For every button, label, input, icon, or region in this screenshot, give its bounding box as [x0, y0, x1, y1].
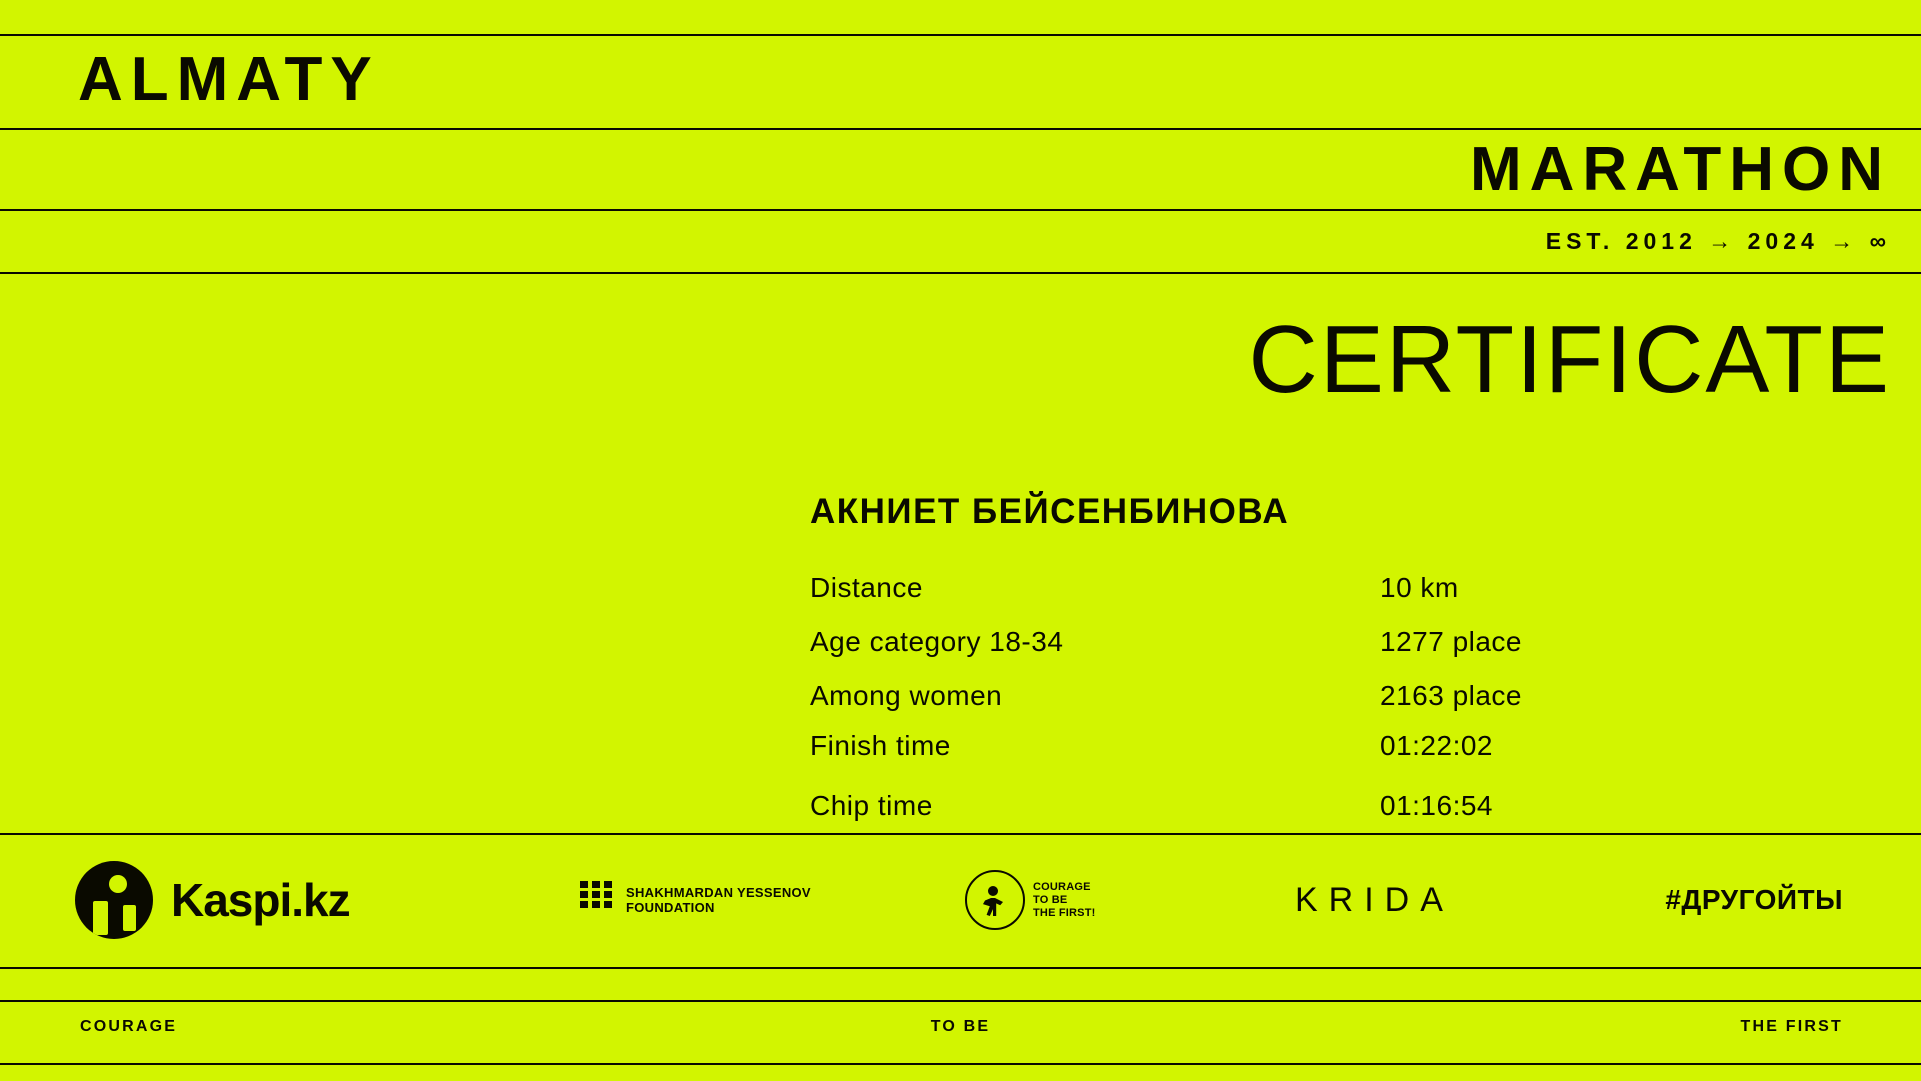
results-table [810, 572, 1810, 844]
sponsor-strip [0, 833, 1921, 967]
result-value: 2163 place [1380, 680, 1523, 711]
bottom-slogan [0, 1018, 1921, 1048]
established-line: EST. 2012 → 2024 → ∞ [1545, 228, 1891, 254]
rule-under-established [0, 272, 1921, 274]
result-label: Among women [810, 680, 1003, 711]
sponsor-yessenov-line1: SHAKHMARDAN YESSENOV [626, 885, 811, 900]
sponsor-courage-fund [965, 870, 1096, 930]
sponsor-kaspi [75, 861, 350, 939]
slogan-right: THE FIRST [1740, 1018, 1843, 1035]
rule-under-marathon [0, 209, 1921, 211]
result-value: 01:22:02 [1380, 730, 1493, 761]
sponsor-kaspi-label: Kaspi.kz [171, 874, 350, 926]
table-row [810, 730, 1810, 762]
result-value: 01:16:54 [1380, 790, 1493, 821]
courage-fund-logo-icon [965, 870, 1025, 930]
kaspi-figure-arm-icon [123, 905, 136, 931]
sponsor-yessenov-line2: FOUNDATION [626, 900, 715, 915]
rule-top [0, 34, 1921, 36]
result-value: 10 km [1380, 572, 1459, 603]
brand-marathon: MARATHON [1469, 135, 1891, 204]
table-row [810, 572, 1810, 604]
result-label: Distance [810, 572, 923, 603]
table-row [810, 680, 1810, 712]
athlete-name: АКНИЕТ БЕЙСЕНБИНОВА [810, 492, 1290, 531]
page-title: CERTIFICATE [1248, 306, 1891, 413]
courage-figure-body-icon [983, 898, 1003, 916]
table-row [810, 790, 1810, 822]
result-label: Finish time [810, 730, 951, 761]
result-value: 1277 place [1380, 626, 1523, 657]
brand-almaty: ALMATY [78, 45, 380, 114]
sponsor-courage-label [1033, 881, 1096, 920]
courage-line2: TO BE [1033, 893, 1068, 906]
sponsor-hashtag: #ДРУГОЙТЫ [1665, 884, 1843, 915]
result-label: Age category 18-34 [810, 626, 1064, 657]
table-row [810, 626, 1810, 658]
sponsor-krida-label: KRIDA [1295, 880, 1454, 919]
rule-below-sponsors [0, 967, 1921, 969]
sponsor-yessenov [580, 881, 811, 919]
courage-line1: COURAGE [1033, 880, 1091, 893]
sponsor-yessenov-label [626, 885, 811, 915]
courage-figure-head-icon [988, 886, 998, 896]
courage-line3: THE FIRST! [1033, 906, 1096, 919]
slogan-left: COURAGE [80, 1018, 178, 1035]
rule-under-almaty [0, 128, 1921, 130]
rule-bottom [0, 1063, 1921, 1065]
kaspi-logo-icon [75, 861, 153, 939]
rule-above-slogan [0, 1000, 1921, 1002]
yessenov-logo-icon [580, 881, 614, 919]
result-label: Chip time [810, 790, 933, 821]
slogan-center: TO BE [930, 1018, 991, 1035]
